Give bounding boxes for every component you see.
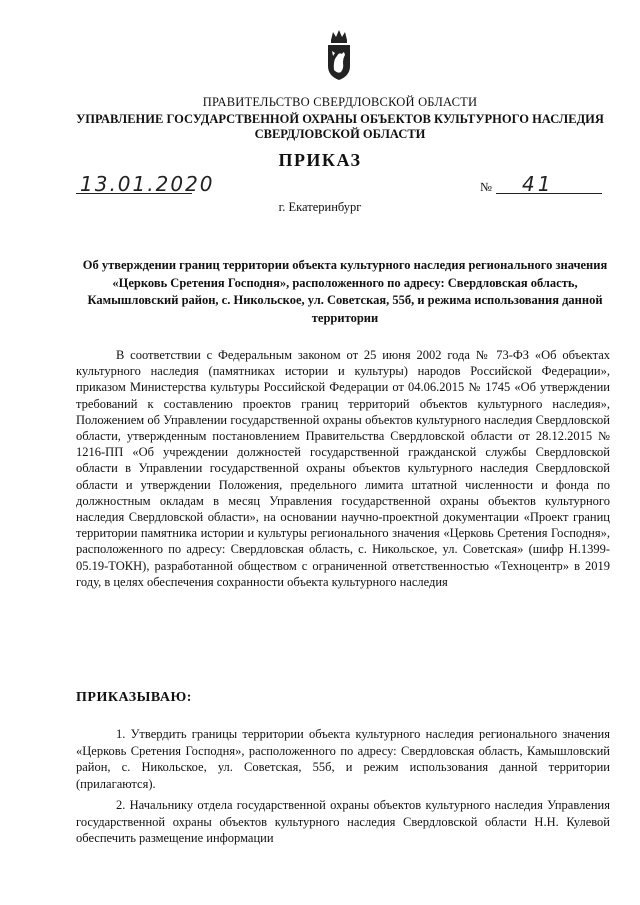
department-name	[60, 112, 620, 142]
coat-of-arms-icon	[326, 30, 352, 82]
department-line-1: УПРАВЛЕНИЕ ГОСУДАРСТВЕННОЙ ОХРАНЫ ОБЪЕКТОВ КУЛЬТУРНОГО НАСЛЕДИЯ	[76, 112, 604, 126]
department-line-2: СВЕРДЛОВСКОЙ ОБЛАСТИ	[254, 127, 426, 141]
order-item-1: 1. Утвердить границы территории объекта культурного наследия регионального значения «Церковь Сретения Господня», расположенного по адресу: Свердловская область, Камышловский район, с. Никольское, ул. Советская, 55б, и режим использования данной территории (прилагаются).	[76, 727, 610, 791]
number-label: №	[480, 180, 492, 194]
government-name: ПРАВИТЕЛЬСТВО СВЕРДЛОВСКОЙ ОБЛАСТИ	[202, 95, 478, 109]
date-underline	[76, 193, 192, 194]
order-subject: Об утверждении границ территории объекта культурного наследия регионального значения «Церковь Сретения Господня», расположенного по адресу: Свердловская область, Камышловский район, с. Никольское, ул. Советская, 55б, и режима использования данной территории	[82, 258, 608, 325]
order-title: ПРИКАЗ	[278, 150, 362, 170]
order-item-2: 2. Начальнику отдела государственной охраны объектов культурного наследия Управления государственной охраны объектов культурного наследия Свердловской области Н.Н. Кулевой обеспечить размещение информации	[76, 798, 610, 845]
order-date-handwritten: 13.01.2020	[80, 172, 215, 196]
city: г. Екатеринбург	[278, 200, 362, 214]
number-underline	[496, 193, 602, 194]
order-directive: ПРИКАЗЫВАЮ:	[76, 690, 192, 705]
preamble-paragraph: В соответствии с Федеральным законом от 25 июня 2002 года № 73-ФЗ «Об объектах культурного наследия (памятниках истории и культуры) народов Российской Федерации», приказом Министерства культуры Российской Федерации от 04.06.2015 № 1745 «Об утверждении требований к составлению проектов границ территорий объектов культурного наследия», Положением об Управлении государственной охраны объектов культурного наследия Свердловской области, утвержденным постановлением Правительства Свердловской области от 28.12.2015 № 1216-ПП «Об учреждении должностей государственной гражданской службы Свердловской области в Управлении государственной охраны объектов культурного наследия Свердловской области и утверждении Положения, предельного лимита штатной численности и фонда по должностным окладам в месяц Управления государственной охраны объектов культурного наследия Свердловской области», на основании научно-проектной документации «Проект границ территории памятника истории и культуры регионального значения «Церковь Сретения Господня», расположенного по адресу: Свердловская область, с. Никольское, ул. Советская» (шифр Н.1399-05.19-ТОКН), разработанной обществом с ограниченной ответственностью «Техноцентр» в 2019 году, в целях обеспечения сохранности объекта культурного наследия	[76, 348, 610, 589]
order-number-handwritten: 41	[522, 172, 554, 196]
